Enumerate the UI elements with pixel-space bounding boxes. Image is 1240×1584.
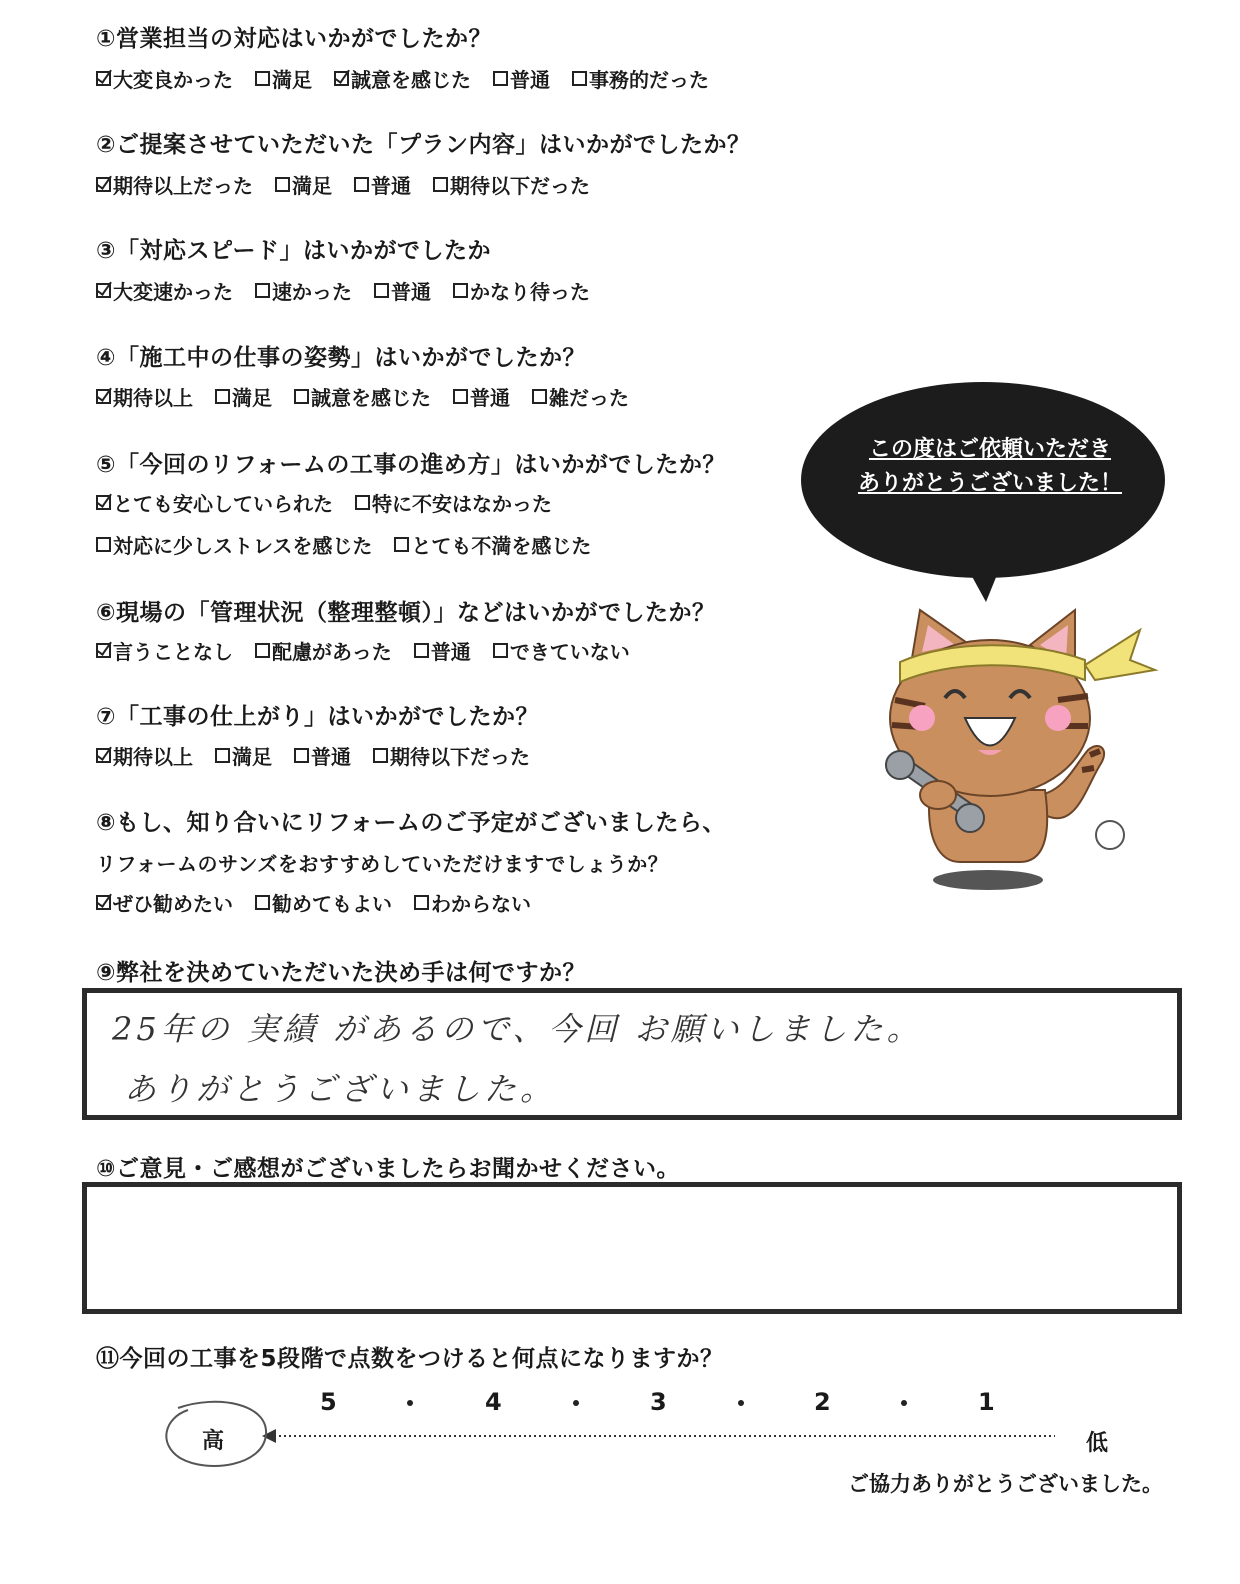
- q1-title: ①営業担当の対応はいかがでしたか？: [96, 26, 492, 52]
- checkbox-icon[interactable]: [493, 71, 508, 86]
- option-label: 配慮があった: [272, 640, 392, 664]
- checkbox-icon[interactable]: [96, 537, 111, 552]
- option-label: 普通: [510, 68, 550, 92]
- q4-option-2[interactable]: [215, 382, 272, 411]
- q4-option-5[interactable]: [532, 382, 629, 411]
- scale-2[interactable]: 2: [814, 1388, 831, 1416]
- q2-title: ②ご提案させていただいた「プラン内容」はいかがでしたか？: [96, 132, 751, 158]
- option-label: 速かった: [272, 280, 352, 304]
- q6-option-3[interactable]: [414, 636, 471, 665]
- checkbox-icon[interactable]: [96, 495, 111, 510]
- scale-4[interactable]: 4: [485, 1388, 502, 1416]
- option-label: とても不満を感じた: [411, 534, 592, 558]
- q9-answer-line-1: 25年の 実績 があるので、今回 お願いしました。: [112, 1010, 923, 1048]
- q2-option-3[interactable]: [354, 170, 411, 199]
- q1-option-5[interactable]: [572, 64, 709, 93]
- checkbox-icon[interactable]: [215, 389, 230, 404]
- checkbox-icon[interactable]: [96, 895, 111, 910]
- option-label: 誠意を感じた: [351, 68, 471, 92]
- q8-subtitle: リフォームのサンズをおすすめしていただけますでしょうか？: [96, 852, 669, 876]
- checkbox-icon[interactable]: [215, 748, 230, 763]
- q5-option-2[interactable]: [355, 488, 552, 517]
- q6-options: [96, 636, 652, 665]
- q8-option-1[interactable]: [96, 888, 233, 917]
- option-label: 期待以下だった: [390, 745, 530, 769]
- checkbox-icon[interactable]: [96, 643, 111, 658]
- q5-title: ⑤「今回のリフォームの工事の進め方」はいかがでしたか？: [96, 452, 726, 478]
- q4-title: ④「施工中の仕事の姿勢」はいかがでしたか？: [96, 345, 586, 371]
- scale-1[interactable]: 1: [978, 1388, 995, 1416]
- q1-option-4[interactable]: [493, 64, 550, 93]
- scale-3[interactable]: 3: [650, 1388, 667, 1416]
- checkbox-icon[interactable]: [354, 177, 369, 192]
- q2-option-4[interactable]: [433, 170, 590, 199]
- option-label: 満足: [232, 745, 272, 769]
- q8-option-3[interactable]: [414, 888, 531, 917]
- checkbox-icon[interactable]: [394, 537, 409, 552]
- checkbox-icon[interactable]: [433, 177, 448, 192]
- scale-separator-dot: [901, 1400, 907, 1406]
- q9-title: ⑨弊社を決めていただいた決め手は何ですか？: [96, 960, 586, 986]
- option-label: 普通: [371, 174, 411, 198]
- checkbox-icon[interactable]: [414, 895, 429, 910]
- checkbox-icon[interactable]: [453, 389, 468, 404]
- bubble-line-1: この度はご依頼いただき: [868, 437, 1111, 462]
- scale-separator-dot: [738, 1400, 744, 1406]
- q7-option-2[interactable]: [215, 741, 272, 770]
- option-label: わからない: [431, 892, 531, 916]
- checkbox-icon[interactable]: [96, 283, 111, 298]
- checkbox-icon[interactable]: [275, 177, 290, 192]
- q2-options: [96, 170, 612, 199]
- option-label: 対応に少しストレスを感じた: [113, 534, 373, 558]
- q1-option-2[interactable]: [255, 64, 312, 93]
- option-label: 期待以上: [113, 386, 193, 410]
- option-label: 事務的だった: [589, 68, 709, 92]
- option-label: 大変速かった: [113, 280, 233, 304]
- checkbox-icon[interactable]: [255, 895, 270, 910]
- q1-option-1[interactable]: [96, 64, 233, 93]
- mascot-cat-illustration: [860, 600, 1160, 900]
- checkbox-icon[interactable]: [334, 71, 349, 86]
- q7-option-4[interactable]: [373, 741, 530, 770]
- checkbox-icon[interactable]: [255, 643, 270, 658]
- q8-options: [96, 888, 553, 917]
- scale-high-label[interactable]: 高: [202, 1429, 225, 1454]
- option-label: できていない: [509, 640, 630, 664]
- q10-answer-box[interactable]: [82, 1182, 1182, 1314]
- option-label: 普通: [430, 640, 471, 664]
- q3-option-4[interactable]: [453, 276, 590, 305]
- option-label: 普通: [470, 386, 510, 410]
- q2-option-1[interactable]: [96, 170, 253, 199]
- checkbox-icon[interactable]: [294, 748, 309, 763]
- q4-option-1[interactable]: [96, 382, 193, 411]
- q3-title: ③「対応スピード」はいかがでしたか: [96, 238, 492, 264]
- checkbox-icon[interactable]: [373, 748, 388, 763]
- q5-options-row1: [96, 488, 574, 517]
- q8-title: ⑧もし、知り合いにリフォームのご予定がございましたら、: [96, 810, 726, 836]
- option-label: 言うことなし: [113, 640, 233, 664]
- option-label: 普通: [391, 280, 431, 304]
- checkbox-icon[interactable]: [572, 71, 587, 86]
- checkbox-icon[interactable]: [96, 748, 111, 763]
- checkbox-icon[interactable]: [96, 71, 111, 86]
- checkbox-icon[interactable]: [355, 495, 370, 510]
- scale-separator-dot: [407, 1400, 413, 1406]
- scale-5[interactable]: 5: [320, 1388, 337, 1416]
- q10-title: ⑩ご意見・ご感想がございましたらお聞かせください。: [96, 1156, 680, 1182]
- option-label: 期待以上だった: [113, 174, 253, 198]
- checkbox-icon[interactable]: [294, 389, 309, 404]
- q4-options: [96, 382, 651, 411]
- footer-thanks: ご協力ありがとうございました。: [848, 1472, 1163, 1496]
- checkbox-icon[interactable]: [96, 177, 111, 192]
- q5-option-3[interactable]: [96, 530, 372, 559]
- q5-option-4[interactable]: [394, 530, 591, 559]
- q8-option-2[interactable]: [255, 888, 392, 917]
- checkbox-icon[interactable]: [255, 283, 270, 298]
- q7-title: ⑦「工事の仕上がり」はいかがでしたか？: [96, 704, 539, 730]
- q1-options: [96, 64, 731, 93]
- option-label: 普通: [311, 745, 351, 769]
- option-label: 期待以上: [113, 745, 193, 769]
- bubble-line-2: ありがとうございました！: [857, 471, 1122, 496]
- option-label: 勧めてもよい: [272, 892, 392, 916]
- option-label: 雑だった: [549, 386, 629, 410]
- checkbox-icon[interactable]: [453, 283, 468, 298]
- q7-option-3[interactable]: [294, 741, 351, 770]
- option-label: とても安心していられた: [113, 492, 333, 516]
- q6-title: ⑥現場の「管理状況（整理整頓）」などはいかがでしたか？: [96, 600, 716, 626]
- q6-option-4[interactable]: [493, 636, 630, 665]
- checkbox-icon[interactable]: [374, 283, 389, 298]
- checkbox-icon[interactable]: [255, 71, 270, 86]
- checkbox-icon[interactable]: [414, 643, 429, 658]
- q3-option-1[interactable]: [96, 276, 233, 305]
- option-label: 特に不安はなかった: [372, 492, 552, 516]
- q6-option-1[interactable]: [96, 636, 233, 665]
- q3-option-3[interactable]: [374, 276, 431, 305]
- option-label: 大変良かった: [113, 68, 233, 92]
- q11-title: ⑪今回の工事を5段階で点数をつけると何点になりますか？: [96, 1346, 724, 1372]
- checkbox-icon[interactable]: [493, 643, 508, 658]
- q2-option-2[interactable]: [275, 170, 332, 199]
- option-label: 満足: [272, 68, 312, 92]
- q6-option-2[interactable]: [255, 636, 392, 665]
- option-label: 満足: [232, 386, 272, 410]
- scale-low-label[interactable]: 低: [1086, 1431, 1109, 1456]
- option-label: ぜひ勧めたい: [113, 892, 233, 916]
- option-label: 期待以下だった: [450, 174, 590, 198]
- scale-arrow: [260, 1426, 1060, 1446]
- q3-options: [96, 276, 612, 305]
- scale-separator-dot: [573, 1400, 579, 1406]
- option-label: かなり待った: [470, 280, 590, 304]
- q4-option-4[interactable]: [453, 382, 510, 411]
- q9-answer-line-2: ありがとうございました。: [124, 1070, 557, 1108]
- q5-options-row2: [96, 530, 613, 559]
- q1-option-3[interactable]: [334, 64, 471, 93]
- checkbox-icon[interactable]: [532, 389, 547, 404]
- q4-option-3[interactable]: [294, 382, 431, 411]
- q7-option-1[interactable]: [96, 741, 193, 770]
- q3-option-2[interactable]: [255, 276, 352, 305]
- checkbox-icon[interactable]: [96, 389, 111, 404]
- q7-options: [96, 741, 552, 770]
- q5-option-1[interactable]: [96, 488, 333, 517]
- option-label: 誠意を感じた: [311, 386, 431, 410]
- option-label: 満足: [292, 174, 332, 198]
